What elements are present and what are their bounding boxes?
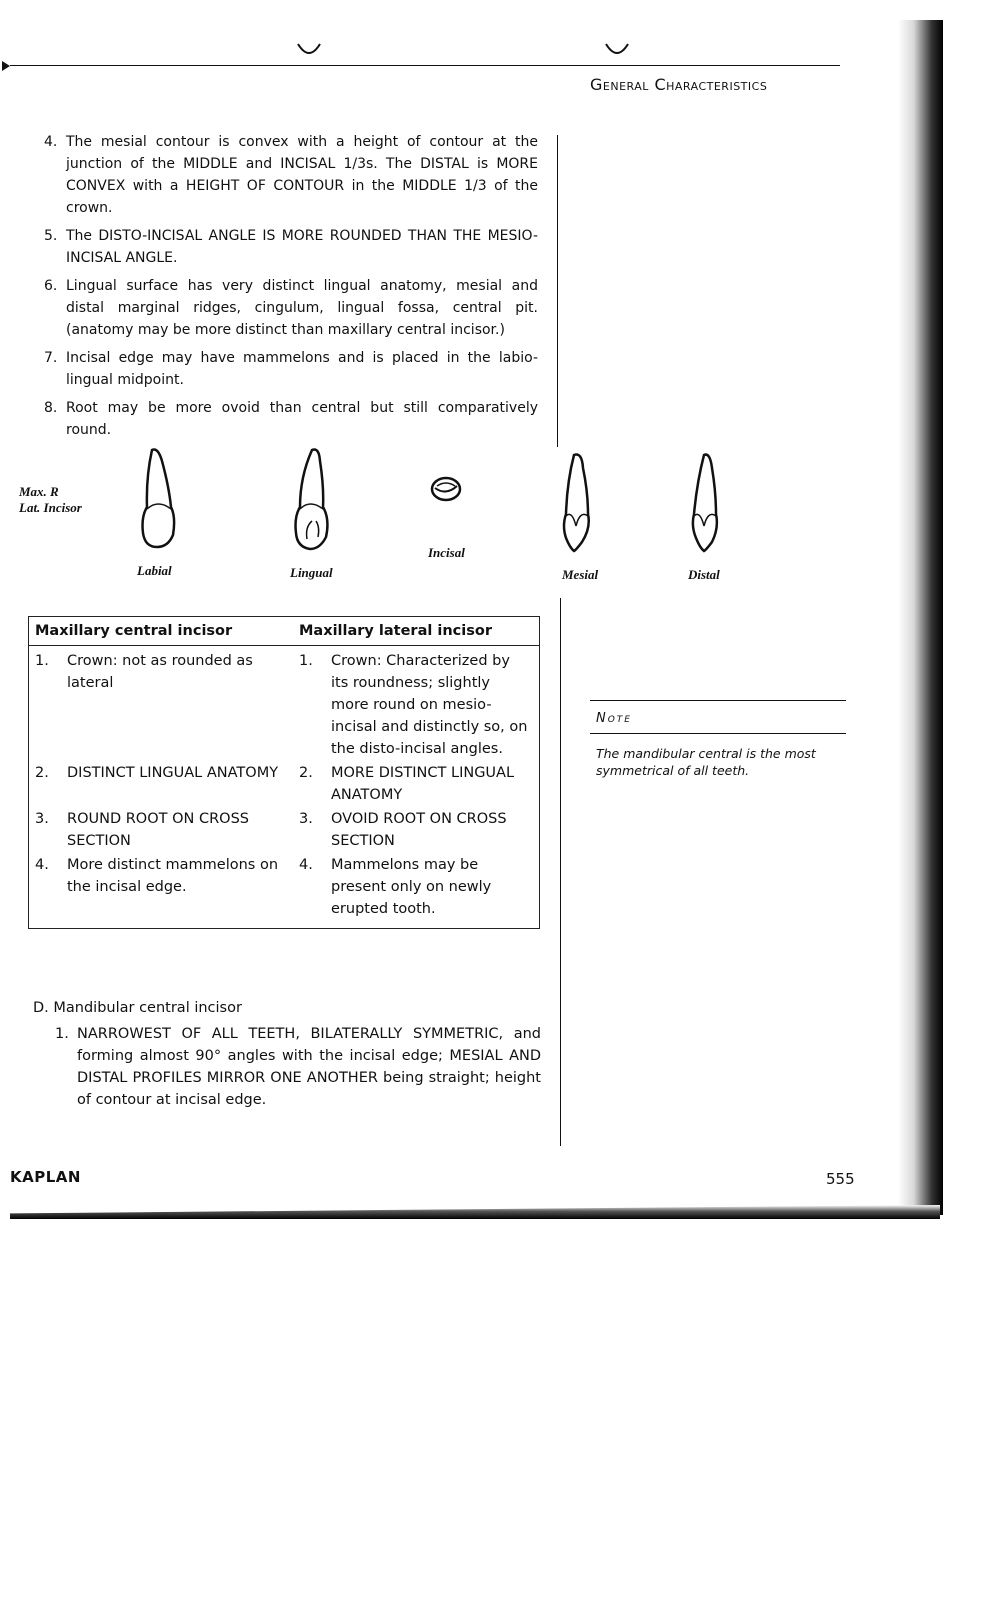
table-header-row xyxy=(29,617,540,646)
section-heading: D. Mandibular central incisor xyxy=(33,1000,242,1016)
page-edge-shadow xyxy=(898,20,943,1215)
list-item: 7. Incisal edge may have mammelons and is placed in the labio-lingual midpoint. xyxy=(44,350,538,388)
mesial-tooth-icon xyxy=(560,452,596,554)
column-header: Maxillary central incisor xyxy=(29,617,294,646)
top-rule xyxy=(10,65,840,66)
list-item: 5. The DISTO-INCISAL ANGLE IS MORE ROUNDED THAN THE MESIO-INCISAL ANGLE. xyxy=(44,228,538,266)
publisher-logo: KAPLAN xyxy=(10,1168,81,1186)
incisal-tooth-icon xyxy=(428,474,464,504)
table-row: 1. Crown: not as rounded as lateral 1. Crown: Characterized by its roundness; slightly more round on mesio-incisal and distinctly so, on the disto-incisal angles. xyxy=(35,653,528,757)
labial-tooth-icon xyxy=(138,447,180,551)
view-label-lingual: Lingual xyxy=(290,565,333,580)
list-item: 4. The mesial contour is convex with a height of contour at the junction of the MIDDLE and INCISAL 1/3s. The DISTAL is MORE CONVEX with a HEIGHT OF CONTOUR in the MIDDLE 1/3 of the crown. xyxy=(44,134,538,216)
column-divider xyxy=(557,135,558,447)
table-row: 2. DISTINCT LINGUAL ANATOMY 2. MORE DISTINCT LINGUAL ANATOMY xyxy=(35,765,515,803)
figure-caption: Max. R xyxy=(19,484,59,499)
note-text: The mandibular central is the most symmetrical of all teeth. xyxy=(596,746,816,778)
note-title: Note xyxy=(596,711,632,726)
page-number: 555 xyxy=(826,1170,855,1188)
list-item: 8. Root may be more ovoid than central but still comparatively round. xyxy=(44,400,538,438)
binding-hole-icon xyxy=(296,40,322,60)
column-header: Maxillary lateral incisor xyxy=(293,617,540,646)
view-label-labial: Labial xyxy=(137,563,172,578)
footer-bar xyxy=(10,1205,940,1219)
figure-caption: Lat. Incisor xyxy=(19,500,82,515)
margin-arrow-icon xyxy=(2,61,10,71)
running-header: General Characteristics xyxy=(590,75,768,94)
table-row: 4. More distinct mammelons on the incisal edge. 4. Mammelons may be present only on newly erupted tooth. xyxy=(35,857,492,917)
list-item: 6. Lingual surface has very distinct lingual anatomy, mesial and distal marginal ridges, cingulum, lingual fossa, central pit. (anatomy may be more distinct than maxillary central incisor.) xyxy=(44,278,538,338)
lingual-tooth-icon xyxy=(290,447,334,553)
list-item: 1. NARROWEST OF ALL TEETH, BILATERALLY SYMMETRIC, and forming almost 90° angles with the incisal edge; MESIAL AND DISTAL PROFILES MIRROR ONE ANOTHER being straight; height of contour at incisal edge. xyxy=(55,1026,541,1108)
distal-tooth-icon xyxy=(688,452,724,554)
table-row: 3. ROUND ROOT ON CROSS SECTION 3. OVOID ROOT ON CROSS SECTION xyxy=(35,811,507,849)
view-label-mesial: Mesial xyxy=(562,567,599,582)
view-label-incisal: Incisal xyxy=(428,545,465,560)
binding-hole-icon xyxy=(604,40,630,60)
incisor-comparison-table xyxy=(28,616,540,929)
view-label-distal: Distal xyxy=(688,567,720,582)
note-title-rule xyxy=(590,733,846,734)
column-divider xyxy=(560,598,561,1146)
characteristics-list xyxy=(38,131,538,447)
note-top-rule xyxy=(590,700,846,701)
